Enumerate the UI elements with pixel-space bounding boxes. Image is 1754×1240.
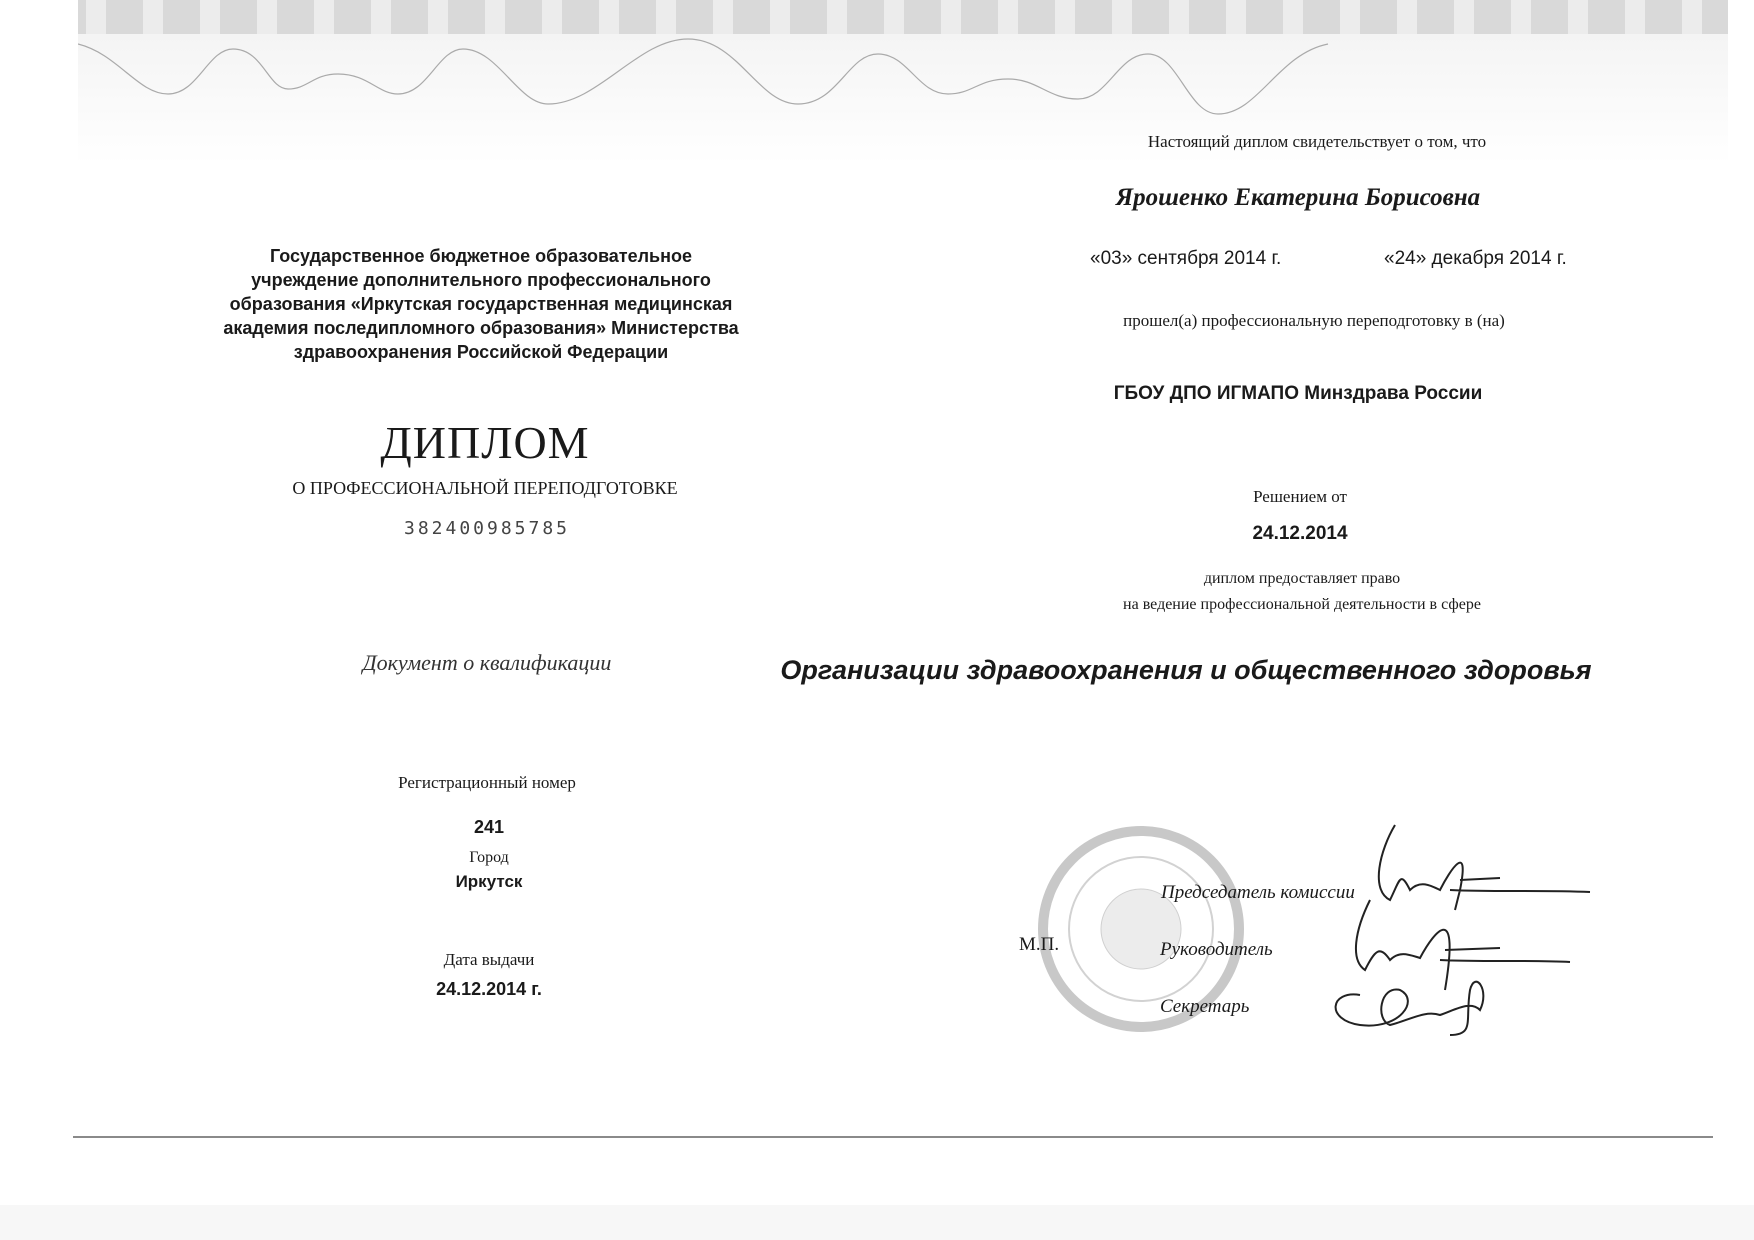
date-from: «03» сентября 2014 г. [1090,248,1282,269]
institution-line: Государственное бюджетное образовательное [269,246,693,266]
full-name: Ярошенко Екатерина Борисовна [1115,184,1481,211]
page-margin [0,1205,1754,1240]
decision-label: Решением от [1253,487,1347,506]
diploma-subtitle: О ПРОФЕССИОНАЛЬНОЙ ПЕРЕПОДГОТОВКЕ [292,478,678,498]
institution-name [223,244,738,364]
decorative-wave-line [78,34,1728,124]
institution-line: учреждение дополнительного профессионального [251,270,711,290]
rights-line-2: на ведение профессиональной деятельности в сфере [1123,596,1481,613]
institution-line: академия последипломного образования» Министерства [223,318,739,338]
institution-line: образования «Иркутская государственная медицинская [229,294,733,314]
institution-line: здравоохранения Российской Федерации [293,342,669,362]
stamp-place-label: М.П. [1019,934,1060,955]
diploma-title: ДИПЛОМ [380,417,590,468]
bottom-border-line [73,1136,1713,1138]
head-label: Руководитель [1160,939,1273,960]
serial-number: 382400985785 [403,518,571,539]
city-value: Иркутск [455,872,523,891]
chairman-label: Председатель комиссии [1161,882,1355,903]
city-label: Город [469,849,509,866]
date-to: «24» декабря 2014 г. [1384,248,1567,269]
field-of-activity: Организации здравоохранения и общественного здоровья [780,655,1592,685]
intro-text: Настоящий диплом свидетельствует о том, что [1147,132,1487,151]
rights-line-1: диплом предоставляет право [1203,570,1401,587]
chairman-signature [1379,825,1590,910]
registration-label: Регистрационный номер [398,773,576,792]
issue-date-label: Дата выдачи [443,950,535,969]
registration-number: 241 [473,817,505,837]
decorative-guilloche-border [78,0,1728,34]
institution-short: ГБОУ ДПО ИГМАПО Минздрава России [1113,383,1483,404]
document-type: Документ о квалификации [362,650,612,675]
head-signature [1356,900,1570,990]
secretary-signature [1336,982,1484,1035]
completed-text: прошел(а) профессиональную переподготовку в (на) [1123,311,1505,330]
decision-date: 24.12.2014 [1252,523,1348,544]
signatures [1300,820,1620,1040]
issue-date: 24.12.2014 г. [436,979,542,999]
secretary-label: Секретарь [1160,996,1250,1017]
